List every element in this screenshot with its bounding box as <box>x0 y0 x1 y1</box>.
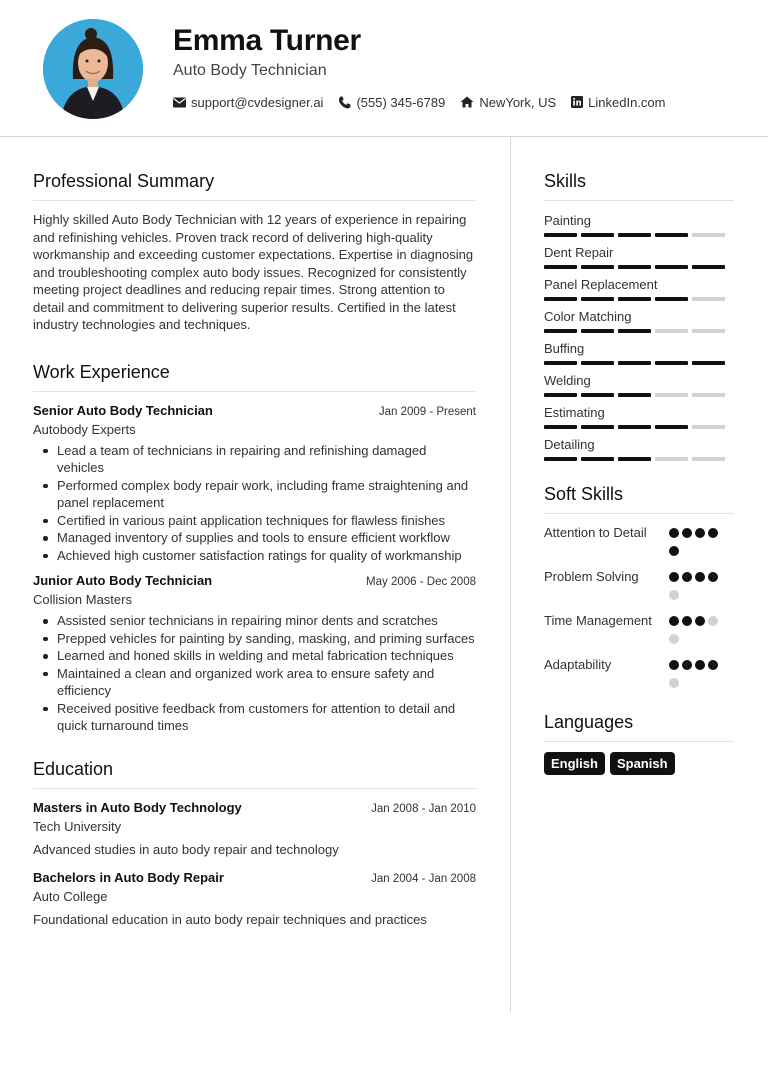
contact-row <box>173 93 681 111</box>
rating-segment-filled <box>581 361 614 365</box>
rating-dot-filled <box>708 572 718 582</box>
rating-dot-empty <box>669 678 679 688</box>
section-divider <box>544 200 734 201</box>
rating-segment-empty <box>692 393 725 397</box>
bullet-item: Assisted senior technicians in repairing minor dents and scratches <box>33 612 476 630</box>
rating-segment-filled <box>581 233 614 237</box>
skill-item <box>544 276 734 302</box>
soft-skill-item <box>544 612 734 652</box>
rating-dot-empty <box>708 616 718 626</box>
degree-title: Masters in Auto Body Technology <box>33 799 242 815</box>
rating-segment-filled <box>581 297 614 301</box>
bullet-item: Performed complex body repair work, including frame straightening and panel replacement <box>33 477 476 512</box>
bullet-item: Managed inventory of supplies and tools to ensure efficient workflow <box>33 529 476 547</box>
rating-dot-filled <box>669 660 679 670</box>
rating-dot-filled <box>695 660 705 670</box>
rating-segment-empty <box>692 297 725 301</box>
rating-segment-filled <box>655 233 688 237</box>
email-text: support@cvdesigner.ai <box>191 94 324 110</box>
skill-name: Painting <box>544 213 591 228</box>
rating-dot-filled <box>682 528 692 538</box>
rating-segment-filled <box>544 329 577 333</box>
rating-dot-filled <box>682 616 692 626</box>
rating-segment-filled <box>544 297 577 301</box>
skills-section <box>544 170 734 462</box>
linkedin-icon <box>571 96 583 108</box>
bullet-item: Achieved high customer satisfaction ratings for quality of workmanship <box>33 547 476 565</box>
skill-item <box>544 372 734 398</box>
rating-segment-filled <box>655 361 688 365</box>
skill-list <box>544 212 734 462</box>
job-title: Senior Auto Body Technician <box>33 402 213 418</box>
soft-skill-rating <box>669 524 729 564</box>
skill-name: Estimating <box>544 405 605 420</box>
skill-rating-bar <box>544 425 734 430</box>
resume-header <box>0 0 768 137</box>
soft-skill-rating <box>669 656 729 696</box>
soft-skills-section <box>544 483 734 696</box>
rating-segment-filled <box>581 265 614 269</box>
skill-name: Color Matching <box>544 309 632 324</box>
skill-name: Panel Replacement <box>544 277 658 292</box>
rating-segment-filled <box>544 265 577 269</box>
skill-item <box>544 436 734 462</box>
rating-dot-filled <box>669 528 679 538</box>
education-entry <box>33 799 476 858</box>
candidate-name: Emma Turner <box>173 24 361 57</box>
rating-segment-filled <box>618 233 651 237</box>
rating-segment-empty <box>655 393 688 397</box>
rating-segment-empty <box>655 329 688 333</box>
soft-skill-item <box>544 568 734 608</box>
summary-section <box>33 170 476 334</box>
location-text: NewYork, US <box>479 94 557 110</box>
job-date: May 2006 - Dec 2008 <box>366 576 476 588</box>
bullet-item: Maintained a clean and organized work area to ensure safety and efficiency <box>33 665 476 700</box>
home-icon <box>460 96 474 108</box>
education-header <box>33 799 476 818</box>
rating-segment-filled <box>618 329 651 333</box>
school-name: Auto College <box>33 888 108 904</box>
rating-segment-filled <box>655 425 688 429</box>
job-company: Collision Masters <box>33 592 132 607</box>
skill-name: Dent Repair <box>544 245 614 260</box>
skill-rating-bar <box>544 297 734 302</box>
summary-text: Highly skilled Auto Body Technician with 12 years of experience in repairing and refinishing vehicles. Proven track record of delivering high-quality workmanship and exceeding customer expectations. Expertise in diagnosing and troubleshooting complex auto body issues. Recognized for consistently meeting project deadlines and reducing repair times. Strong attention to detail and commitment to delivering superior results. Certified in the latest industry technologies and techniques. <box>33 212 474 332</box>
rating-segment-filled <box>544 457 577 461</box>
job-header <box>33 572 476 591</box>
section-divider <box>33 200 476 201</box>
education-date: Jan 2004 - Jan 2008 <box>371 872 476 885</box>
soft-skill-rating <box>669 568 729 608</box>
rating-dot-filled <box>669 546 679 556</box>
section-divider <box>33 788 476 789</box>
skill-name: Buffing <box>544 341 585 356</box>
column-divider <box>510 137 511 1012</box>
rating-segment-empty <box>692 233 725 237</box>
rating-segment-filled <box>618 297 651 301</box>
rating-segment-filled <box>692 265 725 269</box>
rating-dot-filled <box>695 528 705 538</box>
skill-name: Welding <box>544 373 591 388</box>
envelope-icon <box>173 97 186 108</box>
bullet-item: Certified in various paint application techniques for flawless finishes <box>33 512 476 530</box>
candidate-title: Auto Body Technician <box>173 62 327 79</box>
rating-segment-filled <box>618 457 651 461</box>
main-column <box>33 170 476 928</box>
bullet-item: Learned and honed skills in welding and metal fabrication techniques <box>33 647 476 665</box>
rating-dot-filled <box>682 660 692 670</box>
degree-title: Bachelors in Auto Body Repair <box>33 869 224 885</box>
soft-skill-name: Time Management <box>544 613 652 628</box>
contact-linkedin[interactable] <box>571 95 665 110</box>
job-list <box>33 402 476 735</box>
contact-location <box>460 95 556 110</box>
education-description: Advanced studies in auto body repair and technology <box>33 841 339 857</box>
rating-dot-filled <box>695 616 705 626</box>
rating-segment-filled <box>655 297 688 301</box>
rating-segment-filled <box>618 361 651 365</box>
rating-segment-filled <box>581 393 614 397</box>
job-bullets <box>33 442 476 565</box>
experience-heading: Work Experience <box>33 361 170 382</box>
education-section <box>33 758 476 928</box>
linkedin-text: LinkedIn.com <box>588 94 666 110</box>
job-entry <box>33 402 476 565</box>
soft-skill-name: Attention to Detail <box>544 525 647 540</box>
skill-item <box>544 404 734 430</box>
skill-item <box>544 340 734 366</box>
rating-dot-empty <box>669 634 679 644</box>
skill-item <box>544 244 734 270</box>
education-date: Jan 2008 - Jan 2010 <box>371 802 476 815</box>
profile-photo <box>43 19 143 119</box>
job-date: Jan 2009 - Present <box>378 405 476 418</box>
job-entry <box>33 572 476 735</box>
language-badge: English <box>544 752 605 775</box>
soft-skill-rating <box>669 612 729 652</box>
rating-segment-empty <box>692 457 725 461</box>
phone-text: (555) 345-6789 <box>356 94 446 110</box>
language-badge: Spanish <box>610 752 675 775</box>
bullet-item: Lead a team of technicians in repairing and refinishing damaged vehicles <box>33 442 476 477</box>
phone-icon <box>338 96 351 109</box>
contact-phone[interactable] <box>338 95 445 110</box>
rating-segment-empty <box>655 457 688 461</box>
rating-dot-filled <box>669 572 679 582</box>
languages-heading: Languages <box>544 712 634 732</box>
skill-item <box>544 212 734 238</box>
rating-segment-filled <box>692 361 725 365</box>
school-name: Tech University <box>33 818 122 834</box>
skill-rating-bar <box>544 265 734 270</box>
soft-skill-item <box>544 656 734 696</box>
rating-segment-filled <box>581 425 614 429</box>
education-entry <box>33 869 476 928</box>
rating-segment-filled <box>544 361 577 365</box>
sidebar-column <box>544 170 734 775</box>
soft-skill-item <box>544 524 734 564</box>
skill-rating-bar <box>544 457 734 462</box>
rating-segment-empty <box>692 329 725 333</box>
skills-heading: Skills <box>544 171 587 191</box>
rating-dot-empty <box>669 590 679 600</box>
rating-segment-filled <box>581 329 614 333</box>
bullet-item: Prepped vehicles for painting by sanding, masking, and priming surfaces <box>33 630 476 648</box>
rating-segment-filled <box>581 457 614 461</box>
section-divider <box>544 741 734 742</box>
bullet-item: Received positive feedback from customers for attention to detail and quick turnaround times <box>33 700 476 735</box>
skill-name: Detailing <box>544 437 595 452</box>
education-list <box>33 799 476 928</box>
contact-email[interactable] <box>173 95 323 110</box>
job-header <box>33 402 476 421</box>
skill-rating-bar <box>544 393 734 398</box>
soft-skill-name: Adaptability <box>544 657 612 672</box>
soft-skill-list <box>544 524 734 696</box>
language-list <box>544 752 734 775</box>
rating-segment-empty <box>692 425 725 429</box>
summary-heading: Professional Summary <box>33 171 215 191</box>
rating-segment-filled <box>618 393 651 397</box>
rating-segment-filled <box>618 425 651 429</box>
rating-segment-filled <box>655 265 688 269</box>
job-company: Autobody Experts <box>33 421 136 437</box>
skill-item <box>544 308 734 334</box>
skill-rating-bar <box>544 233 734 238</box>
skill-rating-bar <box>544 361 734 366</box>
job-title: Junior Auto Body Technician <box>33 573 213 588</box>
rating-segment-filled <box>544 425 577 429</box>
education-header <box>33 869 476 888</box>
rating-dot-filled <box>695 572 705 582</box>
experience-section <box>33 361 476 735</box>
rating-dot-filled <box>682 572 692 582</box>
languages-section <box>544 711 734 775</box>
rating-segment-filled <box>544 233 577 237</box>
education-description: Foundational education in auto body repair techniques and practices <box>33 911 427 927</box>
section-divider <box>33 391 476 392</box>
education-heading: Education <box>33 758 114 779</box>
rating-dot-filled <box>708 528 718 538</box>
soft-skills-heading: Soft Skills <box>544 484 624 504</box>
job-bullets <box>33 612 476 735</box>
rating-dot-filled <box>708 660 718 670</box>
soft-skill-name: Problem Solving <box>544 569 639 584</box>
section-divider <box>544 513 734 514</box>
rating-segment-filled <box>618 265 651 269</box>
rating-dot-filled <box>669 616 679 626</box>
skill-rating-bar <box>544 329 734 334</box>
rating-segment-filled <box>544 393 577 397</box>
